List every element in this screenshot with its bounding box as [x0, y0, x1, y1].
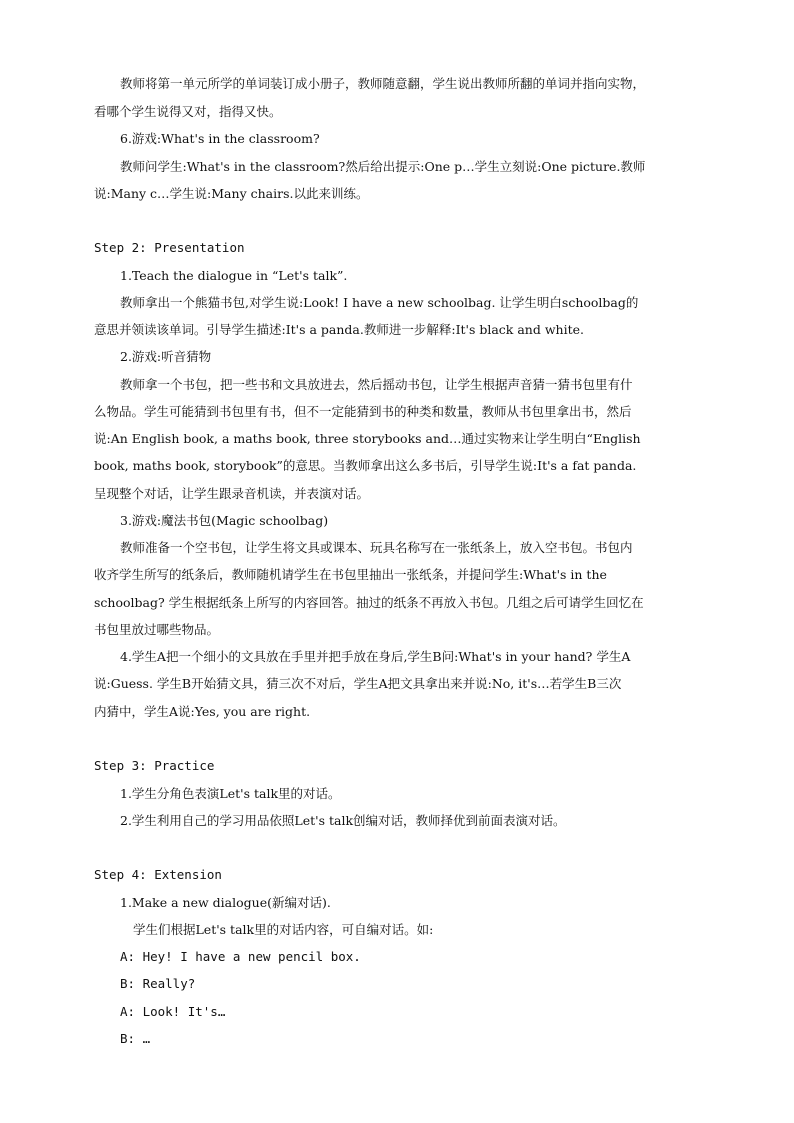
paragraph-line: 收齐学生所写的纸条后，教师随机请学生在书包里抽出一张纸条，并提问学生:What's in the [94, 567, 607, 582]
paragraph-line: 说:Many c…学生说:Many chairs.以此来训练。 [94, 186, 369, 201]
dialogue-line: B: Really? [120, 976, 196, 991]
paragraph-line: 教师问学生:What's in the classroom?然后给出提示:One p…学生立刻说:One picture.教师 [120, 159, 646, 174]
paragraph-line: 呈现整个对话，让学生跟录音机读，并表演对话。 [94, 486, 370, 501]
section-heading-step-4: Step 4: Extension [94, 867, 222, 882]
list-item: 3.游戏:魔法书包(Magic schoolbag) [120, 513, 329, 528]
paragraph-line: 教师准备一个空书包，让学生将文具或课本、玩具名称写在一张纸条上，放入空书包。书包内 [120, 540, 633, 555]
paragraph-line: 学生们根据Let's talk里的对话内容，可自编对话。如: [133, 922, 434, 937]
paragraph-line: 教师将第一单元所学的单词装订成小册子，教师随意翻，学生说出教师所翻的单词并指向实物， [120, 76, 646, 91]
dialogue-line: B: … [120, 1031, 151, 1046]
list-item: 1.Make a new dialogue(新编对话). [120, 895, 331, 910]
paragraph-line: 内猜中，学生A说:Yes, you are right. [94, 704, 311, 719]
paragraph-line: 教师拿出一个熊猫书包,对学生说:Look! I have a new schoolbag. 让学生明白schoolbag的 [120, 295, 639, 310]
paragraph-line: 书包里放过哪些物品。 [94, 622, 220, 637]
list-item: 2.游戏:听音猜物 [120, 349, 212, 364]
dialogue-line: A: Hey! I have a new pencil box. [120, 949, 361, 964]
paragraph-line: 说:Guess. 学生B开始猜文具，猜三次不对后，学生A把文具拿出来并说:No, it's…若学生B三次 [94, 676, 622, 691]
section-heading-step-2: Step 2: Presentation [94, 240, 245, 255]
paragraph-line: 教师拿一个书包，把一些书和文具放进去，然后摇动书包，让学生根据声音猜一猜书包里有什 [120, 377, 633, 392]
paragraph-line: 意思并领读该单词。引导学生描述:It's a panda.教师进一步解释:It's black and white. [94, 322, 584, 337]
paragraph-line: 么物品。学生可能猜到书包里有书，但不一定能猜到书的种类和数量，教师从书包里拿出书，然后 [94, 404, 632, 419]
section-heading-step-3: Step 3: Practice [94, 758, 215, 773]
paragraph-line: 说:An English book, a maths book, three storybooks and…通过实物来让学生明白“English [94, 431, 641, 446]
list-item: 4.学生A把一个细小的文具放在手里并把手放在身后,学生B问:What's in your hand? 学生A [120, 649, 631, 664]
list-item: 2.学生利用自己的学习用品依照Let's talk创编对话，教师择优到前面表演对话。 [120, 813, 566, 828]
list-item: 1.学生分角色表演Let's talk里的对话。 [120, 786, 341, 801]
list-item: 6.游戏:What's in the classroom? [120, 131, 320, 146]
paragraph-line: schoolbag? 学生根据纸条上所写的内容回答。抽过的纸条不再放入书包。几组之后可请学生回忆在 [94, 595, 644, 610]
paragraph-line: book, maths book, storybook”的意思。当教师拿出这么多书后，引导学生说:It's a fat panda. [94, 458, 637, 473]
dialogue-line: A: Look! It's… [120, 1004, 226, 1019]
paragraph-line: 看哪个学生说得又对，指得又快。 [94, 104, 282, 119]
list-item: 1.Teach the dialogue in “Let's talk”. [120, 268, 348, 283]
